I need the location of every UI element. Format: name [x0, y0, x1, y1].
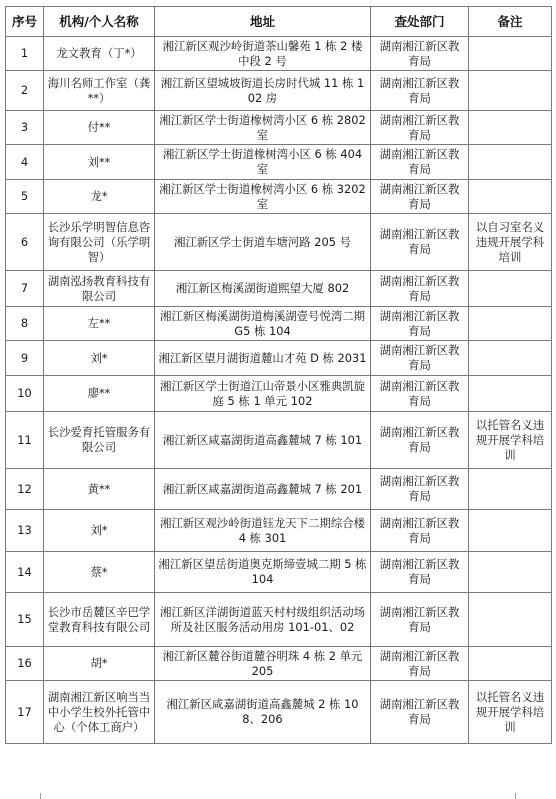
table-body	[6, 37, 552, 744]
cell-address: 湘江新区咸嘉湖街道高鑫麓城 7 栋 201	[155, 469, 371, 510]
cell-address: 湘江新区望岳街道奥克斯缔壹城二期 5 栋 104	[155, 552, 371, 593]
cell-note	[469, 510, 552, 552]
cell-name: 长沙市岳麓区辛巴学堂教育科技有限公司	[44, 593, 155, 647]
cell-note	[469, 469, 552, 510]
cell-index: 5	[6, 180, 44, 214]
cell-note: 以托管名义违规开展学科培训	[469, 681, 552, 744]
cell-index: 2	[6, 71, 44, 111]
table-row	[6, 341, 552, 376]
table-row	[6, 412, 552, 469]
cell-index: 16	[6, 647, 44, 681]
cell-department: 湖南湘江新区教育局	[371, 510, 469, 552]
cell-index: 9	[6, 341, 44, 376]
cell-note	[469, 71, 552, 111]
table-row	[6, 111, 552, 145]
table-row	[6, 180, 552, 214]
cell-name: 刘*	[44, 510, 155, 552]
cell-name: 海川名师工作室（龚**）	[44, 71, 155, 111]
table-header	[6, 7, 552, 37]
cell-note	[469, 180, 552, 214]
cell-index: 13	[6, 510, 44, 552]
table-row	[6, 593, 552, 647]
cell-note	[469, 271, 552, 307]
cell-name: 黄**	[44, 469, 155, 510]
cell-index: 11	[6, 412, 44, 469]
cell-department: 湖南湘江新区教育局	[371, 469, 469, 510]
table-row	[6, 469, 552, 510]
cell-index: 7	[6, 271, 44, 307]
cell-name: 蔡*	[44, 552, 155, 593]
cell-name: 龙文教育（丁*）	[44, 37, 155, 71]
cell-note	[469, 307, 552, 341]
cell-name: 刘**	[44, 145, 155, 180]
cell-department: 湖南湘江新区教育局	[371, 111, 469, 145]
table-row	[6, 214, 552, 271]
table-row	[6, 307, 552, 341]
cell-department: 湖南湘江新区教育局	[371, 145, 469, 180]
cell-name: 左**	[44, 307, 155, 341]
cell-department: 湖南湘江新区教育局	[371, 412, 469, 469]
cell-index: 12	[6, 469, 44, 510]
page-edge-mark	[40, 793, 41, 799]
cell-name: 湖南湘江新区响当当中小学生校外托管中心（个体工商户）	[44, 681, 155, 744]
cell-address: 湘江新区咸嘉湖街道高鑫麓城 2 栋 108、206	[155, 681, 371, 744]
cell-index: 3	[6, 111, 44, 145]
cell-note: 以自习室名义违规开展学科培训	[469, 214, 552, 271]
cell-department: 湖南湘江新区教育局	[371, 341, 469, 376]
header-department: 查处部门	[371, 7, 469, 37]
cell-department: 湖南湘江新区教育局	[371, 71, 469, 111]
table-row	[6, 271, 552, 307]
header-row	[6, 7, 552, 37]
cell-note	[469, 145, 552, 180]
violations-table	[5, 6, 552, 744]
cell-name: 龙*	[44, 180, 155, 214]
cell-note	[469, 341, 552, 376]
cell-name: 长沙乐学明智信息咨询有限公司（乐学明智）	[44, 214, 155, 271]
cell-name: 付**	[44, 111, 155, 145]
cell-note	[469, 37, 552, 71]
cell-address: 湘江新区学士街道江山帝景小区雅典凯旋庭 5 栋 1 单元 102	[155, 376, 371, 412]
table-row	[6, 71, 552, 111]
cell-name: 胡*	[44, 647, 155, 681]
table-row	[6, 552, 552, 593]
cell-address: 湘江新区学士街道橡树湾小区 6 栋 404 室	[155, 145, 371, 180]
table-row	[6, 510, 552, 552]
cell-address: 湘江新区洋湖街道蓝天村村级组织活动场所及社区服务活动用房 101-01、02	[155, 593, 371, 647]
cell-department: 湖南湘江新区教育局	[371, 307, 469, 341]
cell-index: 4	[6, 145, 44, 180]
header-address: 地址	[155, 7, 371, 37]
table-row	[6, 37, 552, 71]
cell-department: 湖南湘江新区教育局	[371, 180, 469, 214]
cell-index: 17	[6, 681, 44, 744]
page-edge-mark	[515, 793, 516, 799]
table-row	[6, 376, 552, 412]
header-note: 备注	[469, 7, 552, 37]
cell-index: 15	[6, 593, 44, 647]
cell-name: 廖**	[44, 376, 155, 412]
cell-name: 刘*	[44, 341, 155, 376]
cell-department: 湖南湘江新区教育局	[371, 271, 469, 307]
cell-address: 湘江新区学士街道车塘河路 205 号	[155, 214, 371, 271]
cell-address: 湘江新区梅溪湖街道熙望大厦 802	[155, 271, 371, 307]
cell-address: 湘江新区望城坡街道长房时代城 11 栋 102 房	[155, 71, 371, 111]
cell-address: 湘江新区梅溪湖街道梅溪湖壹号悦湾二期 G5 栋 104	[155, 307, 371, 341]
cell-department: 湖南湘江新区教育局	[371, 647, 469, 681]
header-name: 机构/个人名称	[44, 7, 155, 37]
cell-department: 湖南湘江新区教育局	[371, 681, 469, 744]
cell-department: 湖南湘江新区教育局	[371, 593, 469, 647]
cell-note	[469, 111, 552, 145]
cell-index: 6	[6, 214, 44, 271]
cell-index: 1	[6, 37, 44, 71]
cell-note	[469, 593, 552, 647]
cell-address: 湘江新区咸嘉湖街道高鑫麓城 7 栋 101	[155, 412, 371, 469]
cell-note: 以托管名义违规开展学科培训	[469, 412, 552, 469]
table-row	[6, 145, 552, 180]
cell-department: 湖南湘江新区教育局	[371, 214, 469, 271]
cell-department: 湖南湘江新区教育局	[371, 552, 469, 593]
cell-address: 湘江新区麓谷街道麓谷明珠 4 栋 2 单元 205	[155, 647, 371, 681]
cell-index: 14	[6, 552, 44, 593]
cell-department: 湖南湘江新区教育局	[371, 37, 469, 71]
cell-note	[469, 647, 552, 681]
cell-name: 湖南泓扬教育科技有限公司	[44, 271, 155, 307]
cell-address: 湘江新区学士街道橡树湾小区 6 栋 2802 室	[155, 111, 371, 145]
header-index: 序号	[6, 7, 44, 37]
cell-note	[469, 376, 552, 412]
cell-index: 10	[6, 376, 44, 412]
cell-name: 长沙爱育托管服务有限公司	[44, 412, 155, 469]
cell-address: 湘江新区望月湖街道麓山才苑 D 栋 2031	[155, 341, 371, 376]
table-row	[6, 681, 552, 744]
cell-address: 湘江新区观沙岭街道茶山馨苑 1 栋 2 楼中段 2 号	[155, 37, 371, 71]
cell-address: 湘江新区学士街道橡树湾小区 6 栋 3202 室	[155, 180, 371, 214]
table-row	[6, 647, 552, 681]
cell-address: 湘江新区观沙岭街道钰龙天下二期综合楼 4 栋 301	[155, 510, 371, 552]
cell-department: 湖南湘江新区教育局	[371, 376, 469, 412]
cell-note	[469, 552, 552, 593]
cell-index: 8	[6, 307, 44, 341]
